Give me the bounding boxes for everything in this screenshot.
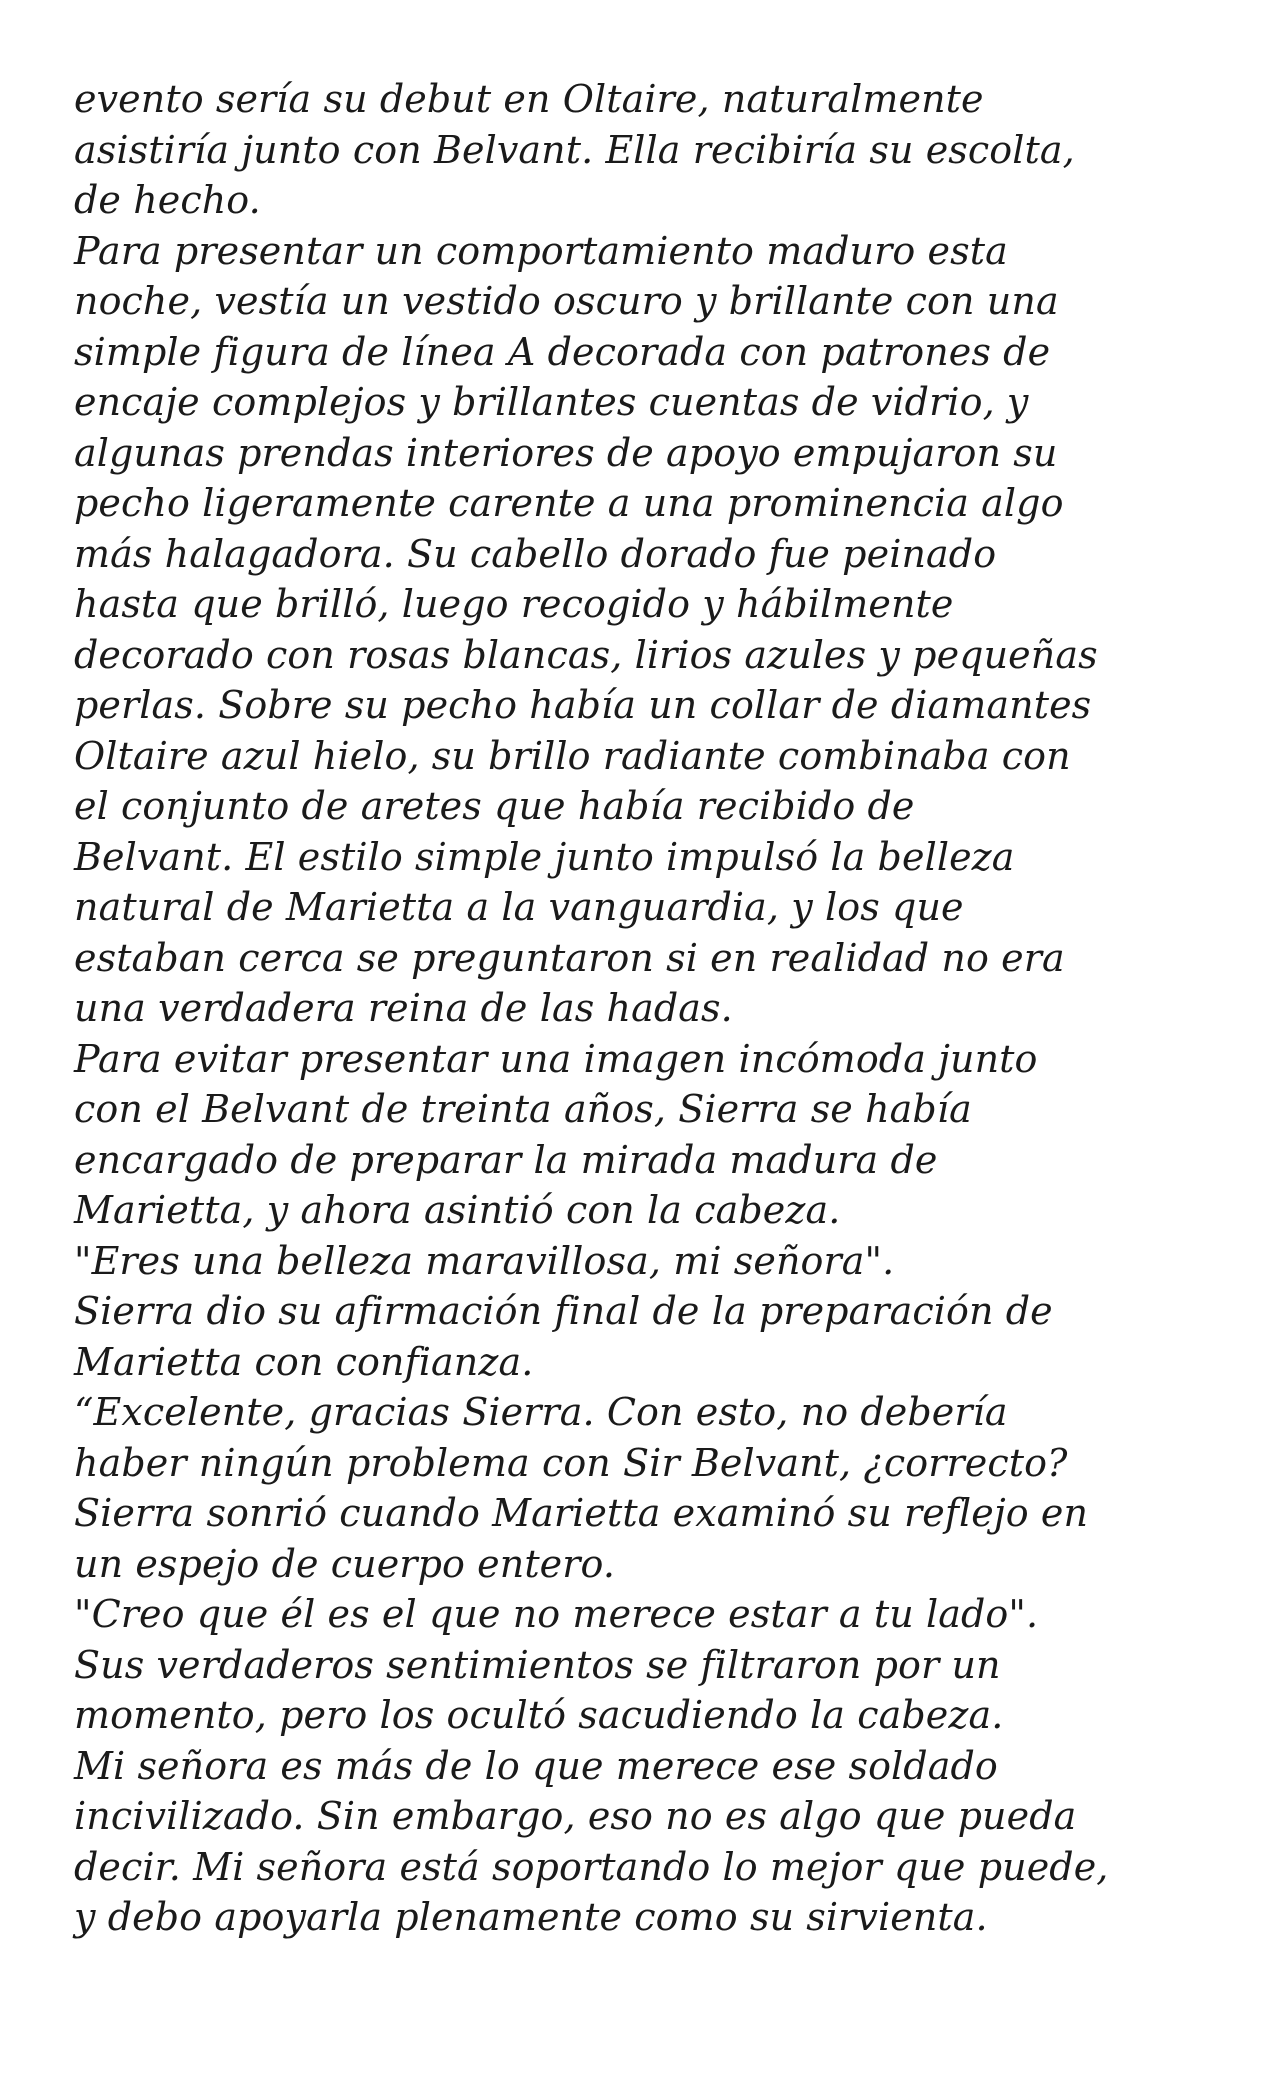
text-line: estaban cerca se preguntaron si en realidad no era bbox=[74, 935, 1065, 980]
text-line: Para evitar presentar una imagen incómoda junto bbox=[74, 1036, 1038, 1081]
text-line: pecho ligeramente carente a una prominencia algo bbox=[74, 481, 1064, 525]
text-line: Belvant. El estilo simple junto impulsó la belleza bbox=[74, 834, 1015, 879]
text-line: Sierra sonrió cuando Marietta examinó su reflejo en bbox=[74, 1491, 1089, 1535]
text-line: "Creo que él es el que no merece estar a tu lado". bbox=[74, 1592, 1039, 1636]
text-line: Sus verdaderos sentimientos se filtraron por un bbox=[74, 1642, 1001, 1687]
text-line: una verdadera reina de las hadas. bbox=[74, 986, 733, 1030]
text-line: Para presentar un comportamiento maduro esta bbox=[74, 228, 1008, 273]
text-line: más halagadora. Su cabello dorado fue peinado bbox=[74, 531, 997, 576]
text-line: el conjunto de aretes que había recibido de bbox=[74, 784, 915, 828]
text-line: incivilizado. Sin embargo, eso no es algo que pueda bbox=[74, 1794, 1077, 1838]
text-line: noche, vestía un vestido oscuro y brillante con una bbox=[74, 279, 1059, 323]
text-line: encaje complejos y brillantes cuentas de vidrio, y bbox=[74, 380, 1029, 424]
text-line: Mi señora es más de lo que merece ese soldado bbox=[74, 1743, 998, 1788]
text-line: algunas prendas interiores de apoyo empujaron su bbox=[74, 430, 1058, 475]
text-line: "Eres una belleza maravillosa, mi señora". bbox=[74, 1238, 895, 1283]
text-line: hasta que brilló, luego recogido y hábilmente bbox=[74, 582, 954, 626]
text-line: decorado con rosas blancas, lirios azules y pequeñas bbox=[74, 632, 1098, 677]
text-line: “Excelente, gracias Sierra. Con esto, no debería bbox=[74, 1390, 1008, 1434]
text-line: Marietta, y ahora asintió con la cabeza. bbox=[74, 1188, 841, 1232]
text-line: Marietta con confianza. bbox=[74, 1339, 534, 1384]
text-line: de hecho. bbox=[74, 178, 261, 222]
document-page bbox=[74, 74, 1244, 1943]
text-line: con el Belvant de treinta años, Sierra se había bbox=[74, 1087, 972, 1131]
text-line: evento sería su debut en Oltaire, naturalmente bbox=[74, 77, 984, 121]
text-line: natural de Marietta a la vanguardia, y los que bbox=[74, 885, 964, 929]
text-line: asistiría junto con Belvant. Ella recibiría su escolta, bbox=[74, 127, 1075, 172]
text-line: simple figura de línea A decorada con patrones de bbox=[74, 329, 1051, 374]
text-line: y debo apoyarla plenamente como su sirvienta. bbox=[74, 1895, 988, 1939]
text-line: perlas. Sobre su pecho había un collar de diamantes bbox=[74, 683, 1092, 727]
text-line: Oltaire azul hielo, su brillo radiante combinaba con bbox=[74, 733, 1071, 778]
text-line: haber ningún problema con Sir Belvant, ¿correcto? bbox=[74, 1440, 1068, 1485]
text-line: un espejo de cuerpo entero. bbox=[74, 1541, 616, 1586]
text-line: decir. Mi señora está soportando lo mejor que puede, bbox=[74, 1844, 1109, 1889]
text-line: encargado de preparar la mirada madura de bbox=[74, 1137, 938, 1182]
text-line: Sierra dio su afirmación final de la preparación de bbox=[74, 1289, 1053, 1333]
text-line: momento, pero los ocultó sacudiendo la cabeza. bbox=[74, 1693, 1004, 1737]
